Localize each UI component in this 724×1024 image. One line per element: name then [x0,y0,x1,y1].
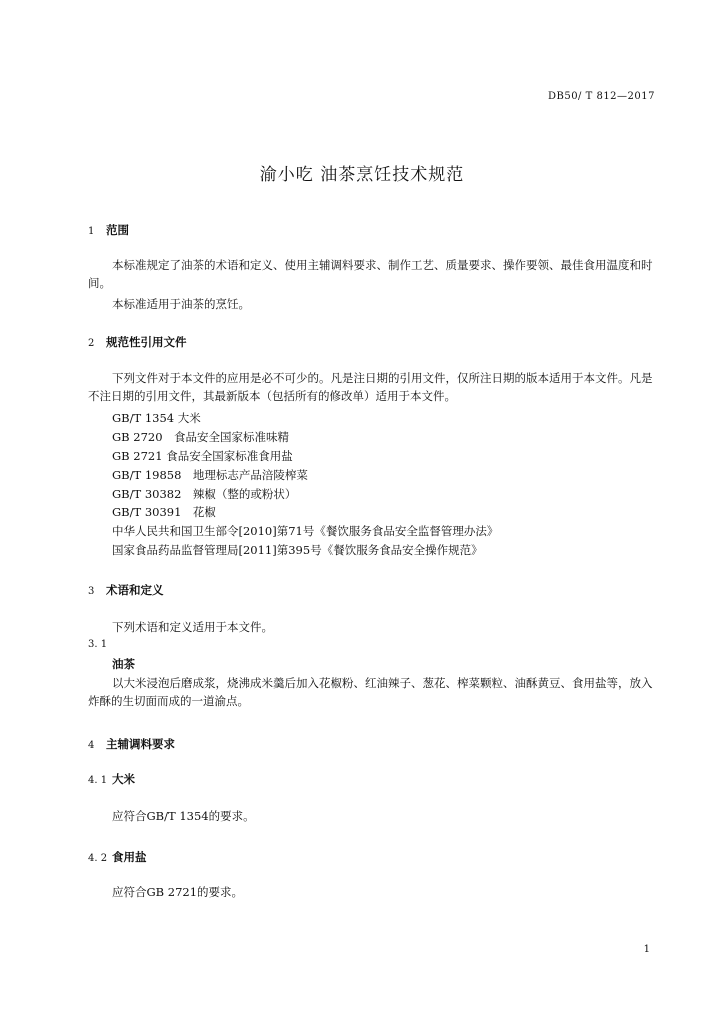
section-number: 4 [88,740,95,751]
paragraph: 应符合GB/T 1354的要求。 [112,809,255,823]
paragraph: 下列文件对于本文件的应用是必不可少的。凡是注日期的引用文件，仅所注日期的版本适用于本文件。凡是不注日期的引用文件，其最新版本（包括所有的修改单）适用于本文件。 [88,371,653,403]
term-definition: 以大米浸泡后磨成浆，烧沸成米羹后加入花椒粉、红油辣子、葱花、榨菜颗粒、油酥黄豆、食用盐等，放入炸酥的生切面而成的一道渝点。 [88,676,653,708]
section-3-heading [88,582,164,598]
section-number: 3 [88,586,95,597]
standard-code: DB50/ T 812—2017 [547,91,655,102]
subsection-4-1-heading [88,771,135,787]
subsection-number: 3. 1 [88,639,108,650]
paragraph: 本标准适用于油茶的烹饪。 [112,297,250,311]
paragraph: 本标准规定了油茶的术语和定义、使用主辅调料要求、制作工艺、质量要求、操作要领、最佳食用温度和时间。 [88,258,653,290]
section-title: 范围 [106,223,129,237]
section-title: 术语和定义 [106,583,164,597]
section-number: 1 [88,226,95,237]
section-2-heading [88,334,187,350]
subsection-number: 4. 2 [88,853,108,864]
subsection-number: 4. 1 [88,775,108,786]
paragraph: 应符合GB 2721的要求。 [112,885,244,899]
reference-item: GB/T 19858 地理标志产品涪陵榨菜 [112,468,308,482]
section-1-heading [88,222,129,238]
paragraph: 下列术语和定义适用于本文件。 [112,620,273,634]
reference-item: GB/T 1354 大米 [112,411,201,425]
reference-item: 中华人民共和国卫生部令[2010]第71号《餐饮服务食品安全监督管理办法》 [112,524,499,538]
term-name: 油茶 [112,657,135,671]
document-title: 渝小吃 油茶烹饪技术规范 [259,165,465,185]
subsection-title: 食用盐 [112,850,147,864]
subsection-title: 大米 [112,772,135,786]
reference-item: GB/T 30391 花椒 [112,505,216,519]
section-number: 2 [88,338,95,349]
reference-item: GB 2721 食品安全国家标准食用盐 [112,449,293,463]
reference-item: GB/T 30382 辣椒（整的或粉状） [112,487,297,501]
page-number: 1 [643,944,650,955]
section-title: 主辅调料要求 [106,737,175,751]
section-4-heading [88,736,175,752]
reference-item: GB 2720 食品安全国家标准味精 [112,430,290,444]
subsection-4-2-heading [88,849,147,865]
reference-item: 国家食品药品监督管理局[2011]第395号《餐饮服务食品安全操作规范》 [112,543,483,557]
section-title: 规范性引用文件 [106,335,187,349]
